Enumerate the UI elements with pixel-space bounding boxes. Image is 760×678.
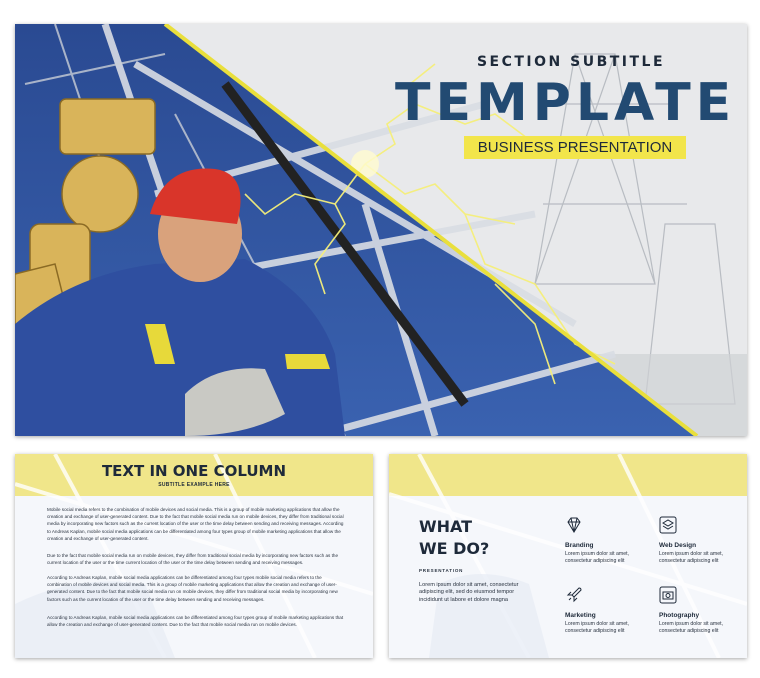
heading-line-2: WE DO? (419, 539, 490, 558)
service-photography (659, 586, 743, 635)
main-title: TEMPLATE (395, 73, 737, 133)
rocket-icon (565, 586, 583, 604)
diamond-icon (565, 516, 583, 534)
heading-line-1: WHAT (419, 517, 473, 536)
layers-icon (659, 516, 677, 534)
camera-icon (659, 586, 677, 604)
service-desc: Lorem ipsum dolor sit amet, consectetur adipiscing elit (565, 551, 630, 564)
service-marketing (565, 586, 649, 635)
service-title: Web Design (659, 542, 697, 549)
main-slide-thumbnail[interactable] (15, 24, 747, 436)
presentation-label: PRESENTATION (419, 568, 464, 573)
what-we-do-slide-thumbnail[interactable] (389, 454, 747, 658)
paragraph-4: According to Andreas Kaplan, mobile social media applications can be differentiated among four types group of mobile marketing applications that allow the creation and exchange of user-generated content. Due to the fact that mobile social media run on mobile devices. (47, 615, 344, 628)
intro-text: Lorem ipsum dolor sit amet, consectetur adipiscing elit, sed do eiusmod tempor incididunt ut labore et dolore magna (419, 582, 519, 603)
service-title: Marketing (565, 612, 596, 619)
section-subtitle: SECTION SUBTITLE (476, 54, 666, 70)
service-web-design (659, 516, 743, 565)
text-column-slide-thumbnail[interactable] (15, 454, 373, 658)
business-presentation-band: BUSINESS PRESENTATION (464, 136, 686, 159)
paragraph-2: Due to the fact that mobile social media run on mobile devices, they differ from traditional social media by incorporating new factors such as the current location of the user or the time current location of the user or the time delay between sending and receiving messages. (47, 553, 339, 566)
paragraph-1: Mobile social media refers to the combination of mobile devices and social media. This is a group of mobile marketing applications that allow the creation and exchange of user-generated content. Due to the fact that mobile social media run on mobile devices, they differ from traditional social media by incorporating new factors such as the current location of the user or the time delay between sending and receiving messages. According to Andreas Kaplan, mobile social media applications can be differentiated among four types group of mobile marketing applications that allow the creation and exchange of user-generated content. (47, 507, 344, 541)
service-title: Branding (565, 542, 594, 549)
slide-title: TEXT IN ONE COLUMN (101, 462, 287, 480)
service-desc: Lorem ipsum dolor sit amet, consectetur adipiscing elit (659, 551, 724, 564)
service-desc: Lorem ipsum dolor sit amet, consectetur adipiscing elit (659, 621, 724, 634)
service-title: Photography (659, 612, 700, 619)
title-block (395, 54, 737, 159)
paragraph-3: According to Andreas Kaplan, mobile social media applications can be differentiated among four types mobile social media refers to the combination of mobile devices and social media. This is a group of mobile marketing applications that allow the creation and exchange of user-generated content. Due to the fact that mobile social media run on mobile devices, they differ from traditional social media by incorporating new factors such as the current location of the user or the time delay between sending and receiving messages. (47, 575, 338, 602)
service-branding (565, 516, 649, 565)
what-we-do-heading (419, 516, 489, 560)
service-desc: Lorem ipsum dolor sit amet, consectetur adipiscing elit (565, 621, 630, 634)
slide-subtitle: SUBTITLE EXAMPLE HERE (158, 482, 230, 488)
